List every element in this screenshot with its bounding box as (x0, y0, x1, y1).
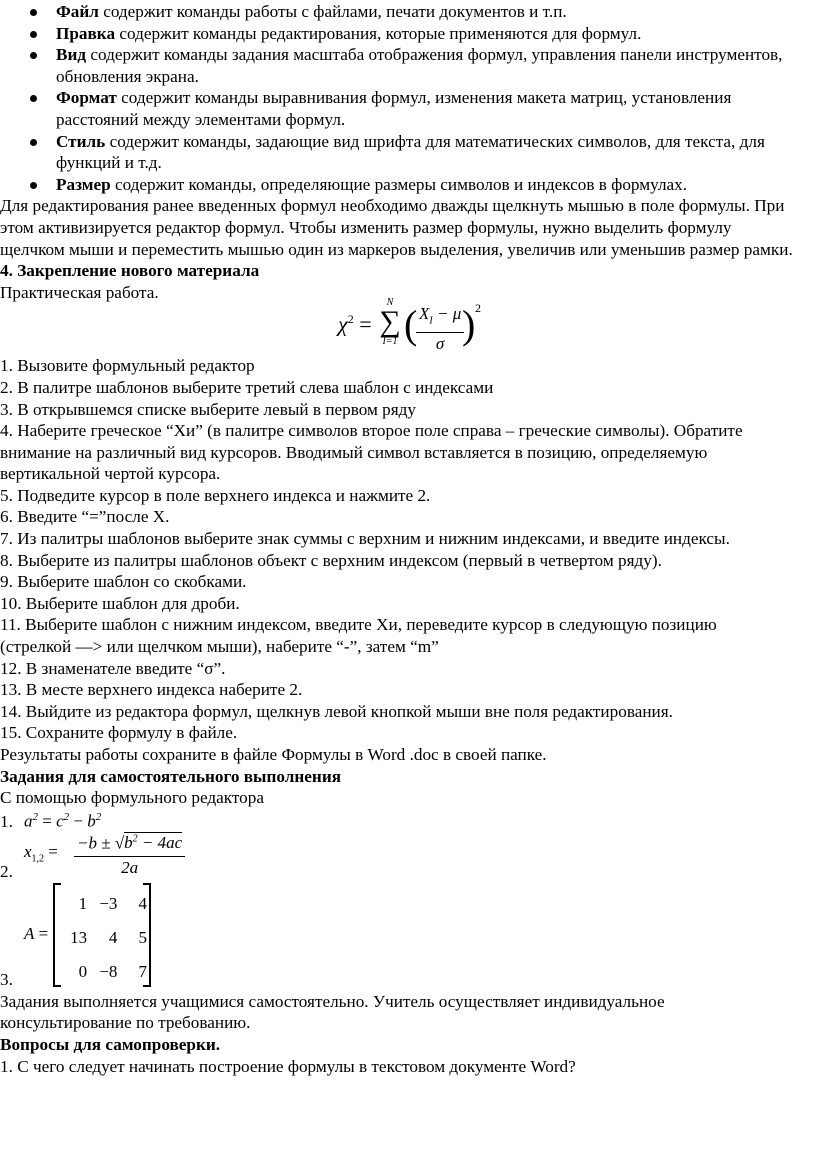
matrix-cell: 0 (78, 961, 88, 981)
formula-operator: = (44, 841, 58, 861)
menu-term-description: содержит команды работы с файлами, печати документов и т.п. (98, 2, 567, 21)
sum-sign-icon: ∑ (379, 305, 401, 339)
list-item: 5. Подведите курсор в поле верхнего индекса и нажмите 2. (0, 485, 431, 505)
list-item: 9. Выберите шаблон со скобками. (0, 572, 247, 592)
formula-numerator: X (419, 304, 430, 324)
formula-symbol: b (124, 833, 133, 853)
table-row (59, 921, 149, 955)
formula-symbol: b (87, 811, 96, 831)
formula-symbol: χ (338, 311, 348, 337)
left-paren-icon: ( (404, 302, 418, 348)
menu-term: Файл (56, 2, 99, 21)
formula-symbol: x (24, 841, 32, 861)
formula-operator: = (38, 811, 57, 831)
matrix-cell: −3 (99, 893, 118, 913)
sum-upper-index: N (386, 297, 394, 309)
list-item: 2. В палитре шаблонов выберите третий слева шаблон с индексами (0, 377, 494, 397)
matrix-cell: 1 (78, 893, 88, 913)
formula-symbol: c (56, 811, 64, 831)
list-item: 4. Наберите греческое “Хи” (в палитре символов второе поле справа – греческие символы). Обратите внимание на различный вид курсоров. Вводимый символ вставляется в позицию, определяемую вертикальной чертой курсора. (0, 421, 743, 484)
steps-list (0, 355, 816, 744)
matrix-cell: 5 (138, 927, 147, 947)
menu-term-description: содержит команды, задающие вид шрифта для математических символов, для текста, для функций и т.д. (56, 131, 765, 173)
formula-numerator-rest: − 4ac (137, 833, 183, 853)
formula-numerator: −b ± (77, 833, 115, 853)
formula-superscript: 2 (32, 810, 38, 823)
formula-superscript: 2 (63, 810, 70, 823)
practical-label: Практическая работа. (0, 282, 159, 302)
menu-description-list (0, 1, 816, 195)
list-item: 14. Выйдите из редактора формул, щелкнув левой кнопкой мыши вне поля редактирования. (0, 701, 673, 721)
menu-term-description: содержит команды задания масштаба отображения формул, управления панели инструментов, обновления экрана. (56, 45, 783, 86)
formula-fraction (416, 303, 464, 355)
formula-symbol (24, 841, 58, 870)
formula-superscript: 2 (132, 833, 138, 845)
section-heading: Задания для самостоятельного выполнения (0, 766, 342, 786)
list-item (56, 23, 816, 45)
closing-paragraph: Задания выполняется учащимися самостоятельно. Учитель осуществляет индивидуальное консультирование по требованию. (0, 991, 665, 1033)
list-item: 12. В знаменателе введите “σ”. (0, 658, 226, 678)
formula-denominator: 2a (121, 858, 139, 878)
formula-superscript: 2 (95, 810, 102, 823)
matrix-cell: 4 (138, 893, 147, 913)
right-paren-icon: ) (462, 302, 476, 348)
list-item: 1. Вызовите формульный редактор (0, 356, 255, 376)
chi-square-formula (0, 297, 816, 355)
formula-fraction (74, 829, 185, 879)
list-item (56, 1, 816, 23)
list-item: 10. Выберите шаблон для дроби. (0, 593, 240, 613)
formula-subscript: I (429, 315, 433, 327)
sqrt-icon: √ (114, 833, 125, 853)
table-row (59, 887, 149, 921)
save-instruction: Результаты работы сохраните в файле Формулы в Word .doc в своей папке. (0, 745, 547, 764)
matrix-cell: 13 (70, 927, 88, 947)
matrix-table (59, 887, 149, 989)
matrix-cell: 7 (138, 961, 147, 981)
formula-superscript: 2 (347, 312, 354, 327)
list-item: 15. Сохраните формулу в файле. (0, 723, 238, 743)
task-number: 3. (0, 969, 13, 989)
list-item (56, 87, 816, 130)
task-3 (0, 881, 816, 991)
list-item: 11. Выберите шаблон с нижним индексом, введите Хи, переведите курсор в следующую позицию (стрелкой —> или щелчком мыши), наберите “-”, затем “m” (0, 615, 717, 657)
formula-operator: − (69, 811, 88, 831)
formula-symbol (24, 923, 48, 945)
matrix-cell: −8 (99, 961, 118, 981)
tasks-intro: С помощью формульного редактора (0, 788, 264, 808)
formula-symbol: A (24, 923, 35, 943)
task-number: 1. (0, 811, 13, 831)
list-item (56, 174, 816, 196)
menu-term: Вид (56, 45, 87, 65)
question-item: 1. С чего следует начинать построение формулы в текстовом документе Word? (0, 1056, 576, 1076)
sum-lower-index: I=1 (382, 336, 398, 348)
list-item: 7. Из палитры шаблонов выберите знак суммы с верхним и нижним индексами, и введите индексы. (0, 529, 730, 549)
list-item: 3. В открывшемся списке выберите левый в первом ряду (0, 399, 417, 419)
formula-denominator: σ (435, 334, 445, 354)
matrix-cell: 4 (108, 927, 118, 947)
edit-paragraph: Для редактирования ранее введенных формул необходимо дважды щелкнуть мышью в поле формулы. При этом активизируется редактор формул. Чтобы изменить размер формулы, нужно выделить формулу щелчком мыши и переместить мышью один из маркеров выделения, увеличив или уменьшив размер рамки. (0, 196, 793, 259)
section-heading: Вопросы для самопроверки. (0, 1034, 221, 1054)
menu-term: Формат (56, 88, 117, 108)
task-1 (0, 809, 816, 831)
formula-operator: = (34, 923, 49, 943)
table-row (59, 955, 149, 989)
formula-subscript: 1,2 (31, 853, 45, 865)
menu-term-description: содержит команды редактирования, которые применяются для формул. (115, 23, 642, 43)
formula-numerator-rest: − μ (432, 304, 462, 324)
menu-term-description: содержит команды, определяющие размеры символов и индексов в формулах. (110, 174, 688, 194)
matrix (53, 883, 151, 987)
task-number: 2. (0, 861, 13, 881)
list-item: 8. Выберите из палитры шаблонов объект с верхним индексом (первый в четвертом ряду). (0, 550, 662, 570)
menu-term: Правка (56, 23, 116, 43)
formula-operator: = (359, 311, 372, 337)
menu-term: Размер (56, 174, 111, 194)
formula-power: 2 (475, 301, 481, 316)
section-heading: 4. Закрепление нового материала (0, 261, 260, 281)
list-item (56, 44, 816, 87)
list-item (56, 131, 816, 174)
menu-term: Стиль (56, 131, 106, 151)
list-item: 6. Введите “=”после X. (0, 507, 170, 527)
formula-symbol: a (24, 811, 33, 831)
list-item: 13. В месте верхнего индекса наберите 2. (0, 680, 303, 700)
task-2 (0, 831, 816, 881)
menu-term-description: содержит команды выравнивания формул, изменения макета матриц, установления расстояний между элементами формул. (56, 88, 732, 129)
